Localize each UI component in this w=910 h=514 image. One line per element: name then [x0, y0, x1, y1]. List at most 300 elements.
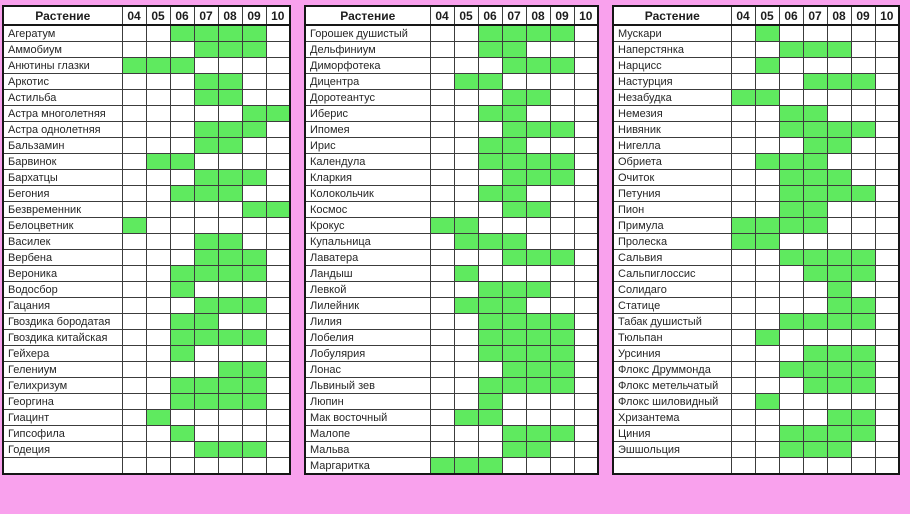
bloom-month-cell: [122, 218, 146, 234]
plant-row: [613, 25, 899, 42]
month-cell: [242, 314, 266, 330]
month-cell: [731, 186, 755, 202]
bloom-month-cell: [851, 298, 875, 314]
bloom-month-cell: [803, 202, 827, 218]
plant-row: [305, 314, 598, 330]
month-cell: [430, 266, 454, 282]
plant-name-cell: Космос: [305, 202, 430, 218]
month-cell: [218, 154, 242, 170]
month-cell: [550, 106, 574, 122]
month-cell: [550, 394, 574, 410]
month-cell: [170, 234, 194, 250]
month-cell: [478, 202, 502, 218]
month-cell: [266, 394, 290, 410]
plant-name-cell: Бегония: [3, 186, 122, 202]
plant-row: [305, 394, 598, 410]
month-cell: [266, 90, 290, 106]
month-column-header: 09: [550, 6, 574, 25]
month-cell: [755, 426, 779, 442]
month-cell: [755, 250, 779, 266]
plant-name-cell: Лаватера: [305, 250, 430, 266]
month-cell: [574, 410, 598, 426]
bloom-month-cell: [218, 90, 242, 106]
bloom-month-cell: [502, 298, 526, 314]
bloom-month-cell: [170, 58, 194, 74]
bloom-month-cell: [242, 266, 266, 282]
month-cell: [146, 218, 170, 234]
plant-name-cell: Флокс Друммонда: [613, 362, 731, 378]
bloom-month-cell: [170, 282, 194, 298]
bloom-month-cell: [478, 106, 502, 122]
month-cell: [478, 266, 502, 282]
month-cell: [242, 90, 266, 106]
bloom-month-cell: [170, 330, 194, 346]
month-cell: [755, 346, 779, 362]
plant-name-cell: Купальница: [305, 234, 430, 250]
plant-row: [305, 186, 598, 202]
plant-row: [613, 234, 899, 250]
bloom-month-cell: [478, 410, 502, 426]
month-column-header: 05: [454, 6, 478, 25]
bloom-month-cell: [170, 426, 194, 442]
bloom-month-cell: [146, 58, 170, 74]
month-cell: [146, 74, 170, 90]
plant-name-cell: Табак душистый: [613, 314, 731, 330]
month-cell: [851, 170, 875, 186]
plant-name-cell: Доротеантус: [305, 90, 430, 106]
month-cell: [550, 442, 574, 458]
bloom-month-cell: [478, 282, 502, 298]
month-cell: [731, 202, 755, 218]
bloom-month-cell: [851, 74, 875, 90]
month-cell: [803, 234, 827, 250]
plant-name-cell: Лонас: [305, 362, 430, 378]
month-cell: [122, 410, 146, 426]
month-cell: [526, 298, 550, 314]
month-cell: [218, 202, 242, 218]
month-cell: [803, 25, 827, 42]
month-cell: [574, 122, 598, 138]
bloom-month-cell: [502, 282, 526, 298]
plant-row: [3, 234, 290, 250]
bloom-month-cell: [194, 442, 218, 458]
bloom-month-cell: [194, 122, 218, 138]
plant-name-cell: Ирис: [305, 138, 430, 154]
bloom-month-cell: [218, 170, 242, 186]
month-cell: [755, 362, 779, 378]
plant-name-cell: Циния: [613, 426, 731, 442]
bloom-month-cell: [755, 154, 779, 170]
month-cell: [502, 266, 526, 282]
month-cell: [755, 202, 779, 218]
month-cell: [526, 458, 550, 475]
bloom-month-cell: [218, 330, 242, 346]
bloom-month-cell: [755, 25, 779, 42]
bloom-month-cell: [170, 314, 194, 330]
bloom-month-cell: [218, 442, 242, 458]
month-cell: [194, 458, 218, 475]
plant-row: [3, 378, 290, 394]
plant-name-cell: Георгина: [3, 394, 122, 410]
bloom-month-cell: [827, 170, 851, 186]
month-cell: [430, 138, 454, 154]
month-cell: [146, 202, 170, 218]
bloom-month-cell: [266, 106, 290, 122]
month-cell: [170, 138, 194, 154]
bloom-table-2: [304, 5, 599, 475]
plant-name-cell: Гацания: [3, 298, 122, 314]
bloom-month-cell: [242, 442, 266, 458]
month-cell: [526, 410, 550, 426]
month-cell: [803, 458, 827, 475]
month-cell: [122, 442, 146, 458]
month-cell: [875, 266, 899, 282]
empty-row: [613, 458, 899, 475]
plant-row: [305, 58, 598, 74]
plant-name-cell: Гвоздика китайская: [3, 330, 122, 346]
month-cell: [218, 58, 242, 74]
plant-name-cell: Настурция: [613, 74, 731, 90]
month-cell: [122, 394, 146, 410]
plant-name-cell: Аркотис: [3, 74, 122, 90]
plant-row: [3, 298, 290, 314]
bloom-month-cell: [755, 218, 779, 234]
bloom-month-cell: [502, 138, 526, 154]
month-cell: [875, 186, 899, 202]
month-cell: [574, 25, 598, 42]
plant-name-cell: Очиток: [613, 170, 731, 186]
month-cell: [731, 138, 755, 154]
month-cell: [731, 170, 755, 186]
plant-row: [305, 266, 598, 282]
bloom-month-cell: [218, 234, 242, 250]
bloom-month-cell: [827, 266, 851, 282]
plant-name-cell: Колокольчик: [305, 186, 430, 202]
month-cell: [170, 202, 194, 218]
bloom-month-cell: [502, 442, 526, 458]
month-cell: [731, 346, 755, 362]
month-cell: [731, 314, 755, 330]
month-cell: [430, 250, 454, 266]
bloom-month-cell: [851, 346, 875, 362]
month-cell: [526, 266, 550, 282]
month-cell: [779, 346, 803, 362]
month-cell: [454, 442, 478, 458]
bloom-month-cell: [170, 266, 194, 282]
bloom-month-cell: [755, 58, 779, 74]
plant-row: [613, 106, 899, 122]
month-column-header: 04: [430, 6, 454, 25]
month-cell: [827, 394, 851, 410]
plant-name-cell: Диморфотека: [305, 58, 430, 74]
month-cell: [194, 282, 218, 298]
month-cell: [755, 138, 779, 154]
bloom-month-cell: [242, 202, 266, 218]
plant-name-cell: Мальва: [305, 442, 430, 458]
month-column-header: 07: [803, 6, 827, 25]
plant-row: [305, 170, 598, 186]
month-cell: [454, 154, 478, 170]
bloom-month-cell: [218, 266, 242, 282]
plant-row: [305, 42, 598, 58]
plant-name-cell: Гипсофила: [3, 426, 122, 442]
bloom-month-cell: [478, 186, 502, 202]
month-cell: [550, 458, 574, 475]
plant-name-cell: Урсиния: [613, 346, 731, 362]
month-cell: [875, 202, 899, 218]
month-cell: [170, 410, 194, 426]
month-cell: [454, 170, 478, 186]
month-cell: [779, 266, 803, 282]
bloom-month-cell: [454, 74, 478, 90]
bloom-month-cell: [827, 186, 851, 202]
month-cell: [779, 330, 803, 346]
bloom-month-cell: [779, 42, 803, 58]
bloom-month-cell: [526, 330, 550, 346]
plant-name-cell: Василек: [3, 234, 122, 250]
month-cell: [731, 74, 755, 90]
month-cell: [875, 362, 899, 378]
plant-row: [613, 378, 899, 394]
plant-column-header: Растение: [305, 6, 430, 25]
month-cell: [731, 25, 755, 42]
bloom-month-cell: [502, 25, 526, 42]
month-cell: [454, 378, 478, 394]
bloom-month-cell: [803, 314, 827, 330]
month-column-header: 09: [851, 6, 875, 25]
month-column-header: 05: [755, 6, 779, 25]
month-cell: [146, 106, 170, 122]
bloom-month-cell: [803, 122, 827, 138]
month-cell: [454, 314, 478, 330]
bloom-month-cell: [194, 234, 218, 250]
plant-name-cell: Примула: [613, 218, 731, 234]
month-cell: [827, 202, 851, 218]
month-cell: [218, 314, 242, 330]
month-cell: [731, 266, 755, 282]
month-column-header: 10: [875, 6, 899, 25]
month-cell: [122, 74, 146, 90]
month-cell: [170, 74, 194, 90]
bloom-month-cell: [755, 330, 779, 346]
bloom-month-cell: [827, 250, 851, 266]
month-cell: [478, 170, 502, 186]
month-cell: [574, 298, 598, 314]
month-cell: [430, 74, 454, 90]
bloom-month-cell: [779, 314, 803, 330]
month-cell: [430, 42, 454, 58]
plant-row: [305, 106, 598, 122]
month-cell: [454, 122, 478, 138]
plant-row: [613, 330, 899, 346]
month-cell: [242, 426, 266, 442]
plant-name-cell: Нарцисс: [613, 58, 731, 74]
bloom-month-cell: [550, 378, 574, 394]
month-cell: [731, 298, 755, 314]
plant-row: [305, 330, 598, 346]
month-cell: [266, 234, 290, 250]
month-cell: [146, 298, 170, 314]
plant-name-cell: Пролеска: [613, 234, 731, 250]
bloom-month-cell: [526, 25, 550, 42]
month-cell: [875, 378, 899, 394]
month-cell: [755, 106, 779, 122]
month-cell: [194, 218, 218, 234]
plant-name-cell: Флокс метельчатый: [613, 378, 731, 394]
month-cell: [194, 426, 218, 442]
month-cell: [218, 426, 242, 442]
month-cell: [827, 154, 851, 170]
month-cell: [851, 458, 875, 475]
month-cell: [146, 122, 170, 138]
month-cell: [731, 250, 755, 266]
bloom-month-cell: [242, 170, 266, 186]
month-cell: [478, 58, 502, 74]
month-cell: [146, 282, 170, 298]
bloom-month-cell: [194, 74, 218, 90]
plant-row: [613, 410, 899, 426]
month-cell: [526, 186, 550, 202]
plant-name-cell: Гейхера: [3, 346, 122, 362]
month-cell: [779, 138, 803, 154]
month-cell: [266, 362, 290, 378]
month-cell: [875, 106, 899, 122]
month-cell: [779, 282, 803, 298]
month-cell: [430, 298, 454, 314]
month-cell: [574, 426, 598, 442]
month-cell: [170, 458, 194, 475]
plant-name-cell: Люпин: [305, 394, 430, 410]
month-cell: [266, 346, 290, 362]
bloom-month-cell: [550, 25, 574, 42]
month-cell: [266, 314, 290, 330]
plant-row: [3, 282, 290, 298]
month-cell: [779, 394, 803, 410]
plant-name-cell: Иберис: [305, 106, 430, 122]
month-cell: [550, 90, 574, 106]
plant-name-cell: Горошек душистый: [305, 25, 430, 42]
month-cell: [170, 122, 194, 138]
bloom-month-cell: [454, 458, 478, 475]
month-column-header: 04: [122, 6, 146, 25]
bloom-month-cell: [526, 346, 550, 362]
bloom-month-cell: [242, 25, 266, 42]
month-cell: [574, 378, 598, 394]
month-cell: [574, 106, 598, 122]
plant-name-cell: Агератум: [3, 25, 122, 42]
month-cell: [755, 410, 779, 426]
bloom-month-cell: [502, 186, 526, 202]
month-cell: [827, 458, 851, 475]
month-cell: [779, 74, 803, 90]
month-cell: [454, 282, 478, 298]
bloom-month-cell: [502, 234, 526, 250]
month-cell: [194, 346, 218, 362]
plant-name-cell: Лилия: [305, 314, 430, 330]
bloom-month-cell: [194, 298, 218, 314]
plant-row: [3, 42, 290, 58]
month-cell: [266, 25, 290, 42]
month-cell: [242, 138, 266, 154]
month-cell: [242, 458, 266, 475]
plant-row: [613, 426, 899, 442]
plant-column-header: Растение: [613, 6, 731, 25]
bloom-month-cell: [218, 25, 242, 42]
month-cell: [731, 330, 755, 346]
bloom-month-cell: [502, 346, 526, 362]
month-cell: [851, 202, 875, 218]
plant-name-cell: Наперстянка: [613, 42, 731, 58]
month-cell: [266, 58, 290, 74]
bloom-month-cell: [526, 426, 550, 442]
month-cell: [170, 170, 194, 186]
month-cell: [550, 138, 574, 154]
plant-row: [305, 122, 598, 138]
plant-row: [305, 426, 598, 442]
bloom-month-cell: [454, 410, 478, 426]
month-cell: [454, 346, 478, 362]
plant-row: [613, 202, 899, 218]
month-cell: [454, 186, 478, 202]
bloom-month-cell: [851, 186, 875, 202]
month-cell: [875, 138, 899, 154]
month-cell: [146, 90, 170, 106]
month-cell: [146, 442, 170, 458]
bloom-month-cell: [478, 394, 502, 410]
month-cell: [574, 74, 598, 90]
month-column-header: 06: [779, 6, 803, 25]
plant-name-cell: Ипомея: [305, 122, 430, 138]
bloom-month-cell: [803, 426, 827, 442]
plant-row: [3, 442, 290, 458]
bloom-month-cell: [803, 106, 827, 122]
month-cell: [875, 90, 899, 106]
month-cell: [122, 362, 146, 378]
bloom-month-cell: [194, 42, 218, 58]
plant-row: [305, 250, 598, 266]
month-cell: [875, 25, 899, 42]
bloom-month-cell: [803, 154, 827, 170]
month-cell: [502, 458, 526, 475]
month-cell: [242, 346, 266, 362]
plant-row: [613, 250, 899, 266]
bloom-month-cell: [218, 74, 242, 90]
bloom-month-cell: [803, 378, 827, 394]
bloom-month-cell: [526, 58, 550, 74]
plant-row: [613, 58, 899, 74]
plant-row: [613, 266, 899, 282]
plant-row: [613, 282, 899, 298]
bloom-month-cell: [731, 218, 755, 234]
bloom-month-cell: [242, 378, 266, 394]
bloom-month-cell: [218, 394, 242, 410]
month-cell: [574, 202, 598, 218]
month-cell: [574, 170, 598, 186]
month-cell: [779, 410, 803, 426]
month-cell: [454, 90, 478, 106]
plant-row: [3, 122, 290, 138]
bloom-month-cell: [827, 138, 851, 154]
bloom-month-cell: [803, 266, 827, 282]
bloom-month-cell: [218, 122, 242, 138]
month-cell: [430, 426, 454, 442]
bloom-month-cell: [827, 426, 851, 442]
bloom-month-cell: [851, 362, 875, 378]
plant-row: [613, 74, 899, 90]
month-cell: [875, 122, 899, 138]
month-cell: [266, 74, 290, 90]
plant-name-cell: Гиацинт: [3, 410, 122, 426]
